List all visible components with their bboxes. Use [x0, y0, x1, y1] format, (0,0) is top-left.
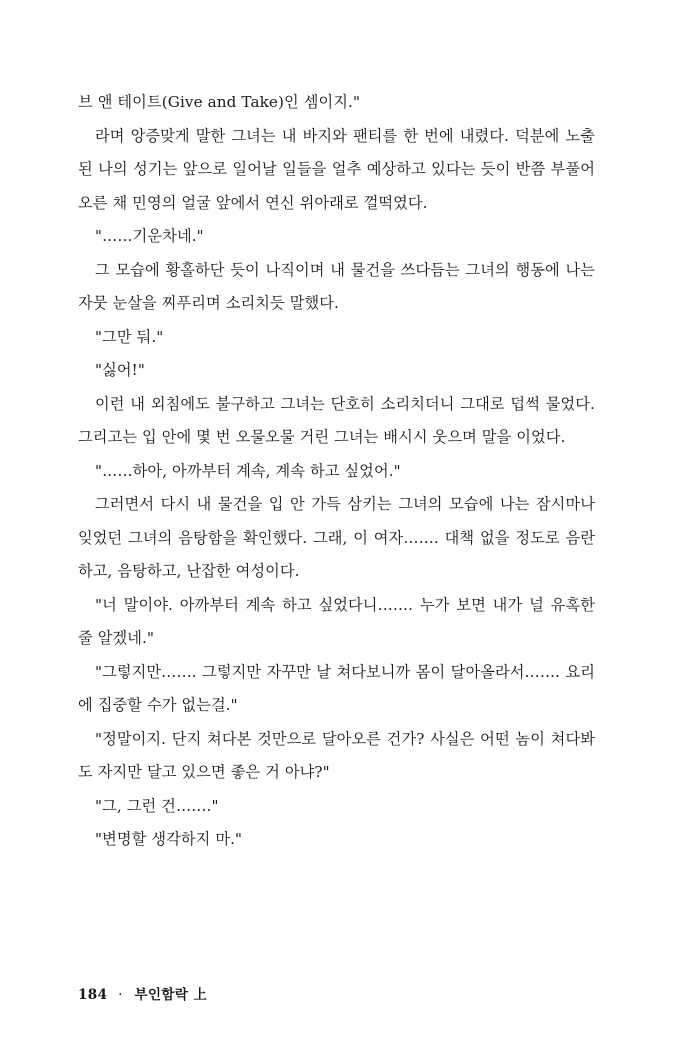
paragraph: "너 말이야. 아까부터 계속 하고 싶었다니……. 누가 보면 내가 널 유혹한 줄 알겠네."	[78, 595, 595, 647]
paragraph: "그, 그런 건……."	[95, 796, 219, 815]
footer-separator: ·	[118, 987, 123, 1003]
paragraph: "변명할 생각하지 마."	[95, 830, 243, 848]
paragraph: 그러면서 다시 내 물건을 입 안 가득 삼키는 그녀의 모습에 나는 잠시마나 잊었던 그녀의 음탕함을 확인했다. 그래, 이 여자……. 대책 없을 정도로 음란하고, 음탕하고, 난잡한 여성이다.	[78, 495, 595, 580]
paragraph: "싫어!"	[95, 361, 145, 379]
paragraph: "그렇지만……. 그렇지만 자꾸만 날 쳐다보니까 몸이 달아올라서……. 요리에 집중할 수가 없는걸."	[78, 662, 595, 714]
paragraph: "……하아, 아까부터 계속, 계속 하고 싶었어."	[95, 461, 401, 480]
paragraph: 라며 앙증맞게 말한 그녀는 내 바지와 팬티를 한 번에 내렸다. 덕분에 노출 된 나의 성기는 앞으로 일어날 일들을 얼추 예상하고 있다는 듯이 반쯤 부풀어 오른 채 민영의 얼굴 앞에서 연신 위아래로 껄떡였다.	[78, 126, 595, 212]
page-body	[78, 86, 595, 857]
page-number: 184	[78, 987, 108, 1003]
book-title: 부인함락 上	[134, 987, 208, 1003]
paragraph: "정말이지. 단지 쳐다본 것만으로 달아오른 건가? 사실은 어떤 놈이 쳐다봐도 자지만 달고 있으면 좋은 거 아냐?"	[78, 729, 595, 781]
paragraph: "그만 둬."	[95, 327, 164, 346]
page-footer	[78, 983, 207, 1003]
paragraph: 브 앤 테이트(Give and Take)인 셈이지."	[78, 93, 361, 111]
paragraph: 그 모습에 황홀하단 듯이 나직이며 내 물건을 쓰다듬는 그녀의 행동에 나는 자뭇 눈살을 찌푸리며 소리치듯 말했다.	[78, 260, 595, 312]
paragraph: 이런 내 외침에도 불구하고 그녀는 단호히 소리치더니 그대로 덥썩 물었다. 그리고는 입 안에 몇 번 오물오물 거린 그녀는 배시시 웃으며 말을 이었다.	[78, 394, 595, 446]
paragraph: "……기운차네."	[95, 227, 204, 245]
